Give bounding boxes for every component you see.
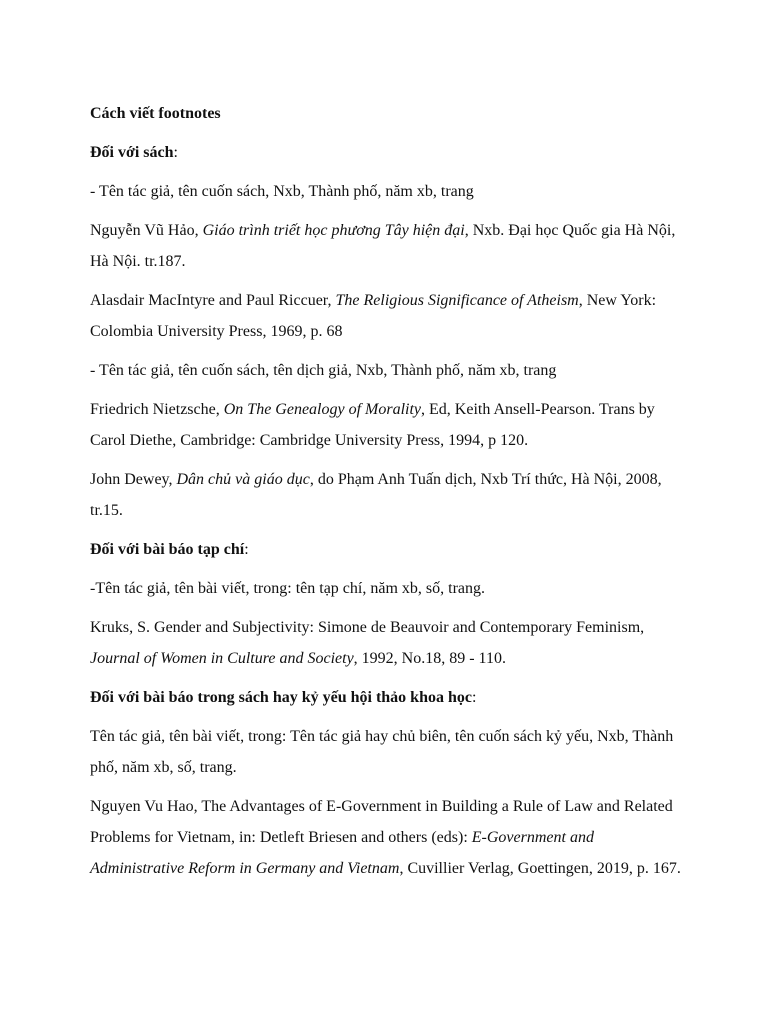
- proceedings-example-publication: , Cuvillier Verlag, Goettingen, 2019, p. 167.: [399, 860, 681, 877]
- section-heading-proceedings-text: Đối với bài báo trong sách hay kỷ yếu hội thảo khoa học: [90, 689, 472, 706]
- section-heading-proceedings-colon: :: [471, 689, 477, 706]
- section-heading-journals-colon: :: [244, 541, 249, 558]
- document-title-text: Cách viết footnotes: [90, 105, 221, 122]
- section-heading-books-colon: :: [173, 144, 178, 161]
- book-format-2: [90, 355, 686, 386]
- section-heading-journals: [90, 534, 686, 565]
- book-example-3-title: On The Genealogy of Morality: [223, 401, 422, 418]
- document-body: [90, 98, 686, 892]
- proceedings-format-text: Tên tác giả, tên bài viết, trong: Tên tác giả hay chủ biên, tên cuốn sách kỷ yếu, Nxb, Thành phố, năm xb, số, trang.: [90, 728, 674, 776]
- book-example-3-publication: , Ed, Keith Ansell-Pearson. Trans by Carol Diethe, Cambridge: Cambridge University Press, 1994, p 120.: [90, 401, 655, 449]
- book-format-2-text: - Tên tác giả, tên cuốn sách, tên dịch giả, Nxb, Thành phố, năm xb, trang: [90, 362, 557, 379]
- proceedings-example-book: E-Government and Administrative Reform in Germany and Vietnam: [90, 829, 594, 877]
- book-example-4-publication: , do Phạm Anh Tuấn dịch, Nxb Trí thức, Hà Nội, 2008, tr.15.: [90, 471, 662, 519]
- journal-format: [90, 573, 686, 604]
- section-heading-proceedings: [90, 682, 686, 713]
- journal-example-author: Kruks, S. Gender and Subjectivity: Simone de Beauvoir and Contemporary Feminism,: [90, 619, 645, 636]
- book-format-1: [90, 176, 686, 207]
- book-format-1-text: - Tên tác giả, tên cuốn sách, Nxb, Thành phố, năm xb, trang: [90, 183, 474, 200]
- proceedings-example: [90, 791, 686, 884]
- proceedings-example-author: Nguyen Vu Hao, The Advantages of E-Government in Building a Rule of Law and Related Problems for Vietnam, in: Detleft Briesen and others (eds):: [90, 798, 673, 846]
- section-heading-journals-text: Đối với bài báo tạp chí: [90, 541, 245, 558]
- journal-example-journal: Journal of Women in Culture and Society: [90, 650, 354, 667]
- book-example-1: [90, 215, 686, 277]
- book-example-3: [90, 394, 686, 456]
- section-heading-books: [90, 137, 686, 168]
- book-example-2: [90, 285, 686, 347]
- journal-example: [90, 612, 686, 674]
- section-heading-books-text: Đối với sách: [90, 144, 174, 161]
- book-example-1-title: Giáo trình triết học phương Tây hiện đại: [202, 222, 465, 239]
- book-example-3-author: Friedrich Nietzsche,: [90, 401, 224, 418]
- book-example-4: [90, 464, 686, 526]
- book-example-2-author: Alasdair MacIntyre and Paul Riccuer,: [90, 292, 336, 309]
- book-example-1-publication: , Nxb. Đại học Quốc gia Hà Nội, Hà Nội. tr.187.: [90, 222, 676, 270]
- book-example-4-title: Dân chủ và giáo dục: [176, 471, 310, 488]
- book-example-4-author: John Dewey,: [90, 471, 177, 488]
- book-example-1-author: Nguyễn Vũ Hảo,: [90, 222, 203, 239]
- journal-format-text: -Tên tác giả, tên bài viết, trong: tên tạp chí, năm xb, số, trang.: [90, 580, 485, 597]
- proceedings-format: [90, 721, 686, 783]
- document-title: [90, 98, 686, 129]
- book-example-2-title: The Religious Significance of Atheism: [335, 292, 579, 309]
- journal-example-publication: , 1992, No.18, 89 - 110.: [353, 650, 506, 667]
- book-example-2-publication: , New York: Colombia University Press, 1969, p. 68: [90, 292, 657, 340]
